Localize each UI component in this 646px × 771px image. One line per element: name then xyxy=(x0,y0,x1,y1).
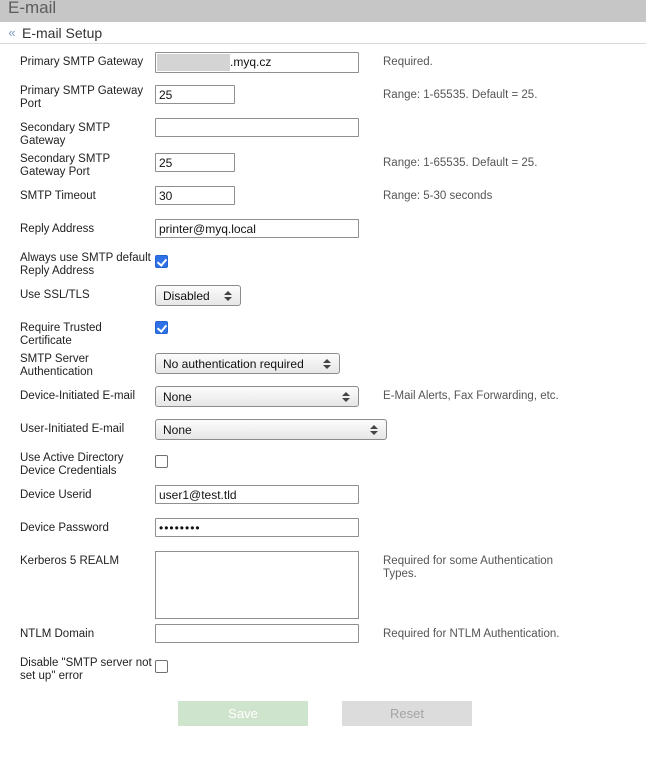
device-userid-input[interactable] xyxy=(155,485,359,504)
label-user-initiated-email: User-Initiated E-mail xyxy=(20,423,125,435)
hint-device-initiated-email: E-Mail Alerts, Fax Forwarding, etc. xyxy=(383,390,559,402)
row-user-initiated-email xyxy=(0,419,646,447)
hint-primary-gateway: Required. xyxy=(383,56,433,68)
row-kerberos-realm xyxy=(0,551,646,619)
always-use-default-reply-checkbox[interactable] xyxy=(155,255,168,268)
row-use-ssl-tls xyxy=(0,285,646,313)
label-device-userid: Device Userid xyxy=(20,489,92,501)
row-require-trusted-cert xyxy=(0,318,646,348)
window-title-bar xyxy=(0,0,646,22)
label-use-ad-device-credentials: Use Active Directory Device Credentials xyxy=(20,452,124,477)
label-secondary-gateway: Secondary SMTP Gateway xyxy=(20,122,110,147)
smtp-timeout-input[interactable] xyxy=(155,186,235,205)
use-ssl-tls-select[interactable] xyxy=(155,285,241,306)
row-use-ad-device-credentials xyxy=(0,452,646,480)
row-secondary-gateway-port xyxy=(0,153,646,181)
select-arrows-icon xyxy=(319,354,335,373)
ntlm-domain-input[interactable] xyxy=(155,624,359,643)
page-title: E-mail xyxy=(8,0,57,17)
kerberos-realm-textarea[interactable] xyxy=(155,551,359,619)
row-device-password xyxy=(0,518,646,546)
disable-smtp-error-checkbox[interactable] xyxy=(155,660,168,673)
device-initiated-email-select[interactable] xyxy=(155,386,359,407)
row-primary-gateway-port xyxy=(0,85,646,113)
row-ntlm-domain xyxy=(0,624,646,652)
select-arrows-icon xyxy=(338,387,354,406)
save-button[interactable]: Save xyxy=(178,701,308,726)
select-arrows-icon xyxy=(220,286,236,305)
device-initiated-email-value: None xyxy=(163,389,192,404)
row-smtp-server-auth xyxy=(0,353,646,381)
primary-gateway-input[interactable] xyxy=(155,52,359,73)
hint-ntlm-domain: Required for NTLM Authentication. xyxy=(383,628,560,640)
label-primary-gateway-port: Primary SMTP Gateway Port xyxy=(20,85,144,110)
label-always-use-default-reply: Always use SMTP default Reply Address xyxy=(20,252,151,277)
row-primary-gateway xyxy=(0,52,646,80)
label-smtp-server-auth: SMTP Server Authentication xyxy=(20,353,93,378)
user-initiated-email-value: None xyxy=(163,422,192,437)
require-trusted-cert-checkbox[interactable] xyxy=(155,321,168,334)
select-arrows-icon xyxy=(366,420,382,439)
row-device-initiated-email xyxy=(0,386,646,414)
hint-secondary-gateway-port: Range: 1-65535. Default = 25. xyxy=(383,157,538,169)
hint-smtp-timeout: Range: 5-30 seconds xyxy=(383,190,493,202)
section-title: E-mail Setup xyxy=(22,24,103,41)
use-ad-device-credentials-checkbox[interactable] xyxy=(155,455,168,468)
label-use-ssl-tls: Use SSL/TLS xyxy=(20,289,90,301)
secondary-gateway-input[interactable] xyxy=(155,118,359,137)
primary-gateway-port-input[interactable] xyxy=(155,85,235,104)
row-smtp-timeout xyxy=(0,186,646,214)
chevron-up-icon[interactable]: « xyxy=(8,25,16,40)
email-setup-form xyxy=(0,44,646,726)
smtp-server-auth-value: No authentication required xyxy=(163,356,304,371)
secondary-gateway-port-input[interactable] xyxy=(155,153,235,172)
primary-gateway-value: .myq.cz xyxy=(230,55,272,69)
label-secondary-gateway-port: Secondary SMTP Gateway Port xyxy=(20,153,110,178)
reset-button[interactable]: Reset xyxy=(342,701,472,726)
use-ssl-tls-value: Disabled xyxy=(163,288,210,303)
reply-address-input[interactable] xyxy=(155,219,359,238)
row-device-userid xyxy=(0,485,646,513)
row-secondary-gateway xyxy=(0,118,646,148)
row-disable-smtp-error xyxy=(0,657,646,685)
form-actions xyxy=(0,701,646,726)
label-disable-smtp-error: Disable "SMTP server not set up" error xyxy=(20,657,152,682)
label-require-trusted-cert: Require Trusted Certificate xyxy=(20,322,102,347)
smtp-server-auth-select[interactable] xyxy=(155,353,340,374)
hint-primary-gateway-port: Range: 1-65535. Default = 25. xyxy=(383,89,538,101)
user-initiated-email-select[interactable] xyxy=(155,419,387,440)
section-header xyxy=(0,22,646,44)
redaction-mask xyxy=(157,54,230,71)
label-device-password: Device Password xyxy=(20,522,109,534)
hint-kerberos-realm: Required for some Authentication Types. xyxy=(383,555,554,580)
row-reply-address xyxy=(0,219,646,247)
label-reply-address: Reply Address xyxy=(20,223,95,235)
label-device-initiated-email: Device-Initiated E-mail xyxy=(20,390,136,402)
label-ntlm-domain: NTLM Domain xyxy=(20,628,95,640)
row-always-use-default-reply xyxy=(0,252,646,280)
device-password-input[interactable] xyxy=(155,518,359,537)
label-primary-gateway: Primary SMTP Gateway xyxy=(20,56,144,68)
label-smtp-timeout: SMTP Timeout xyxy=(20,190,96,202)
label-kerberos-realm: Kerberos 5 REALM xyxy=(20,555,120,567)
